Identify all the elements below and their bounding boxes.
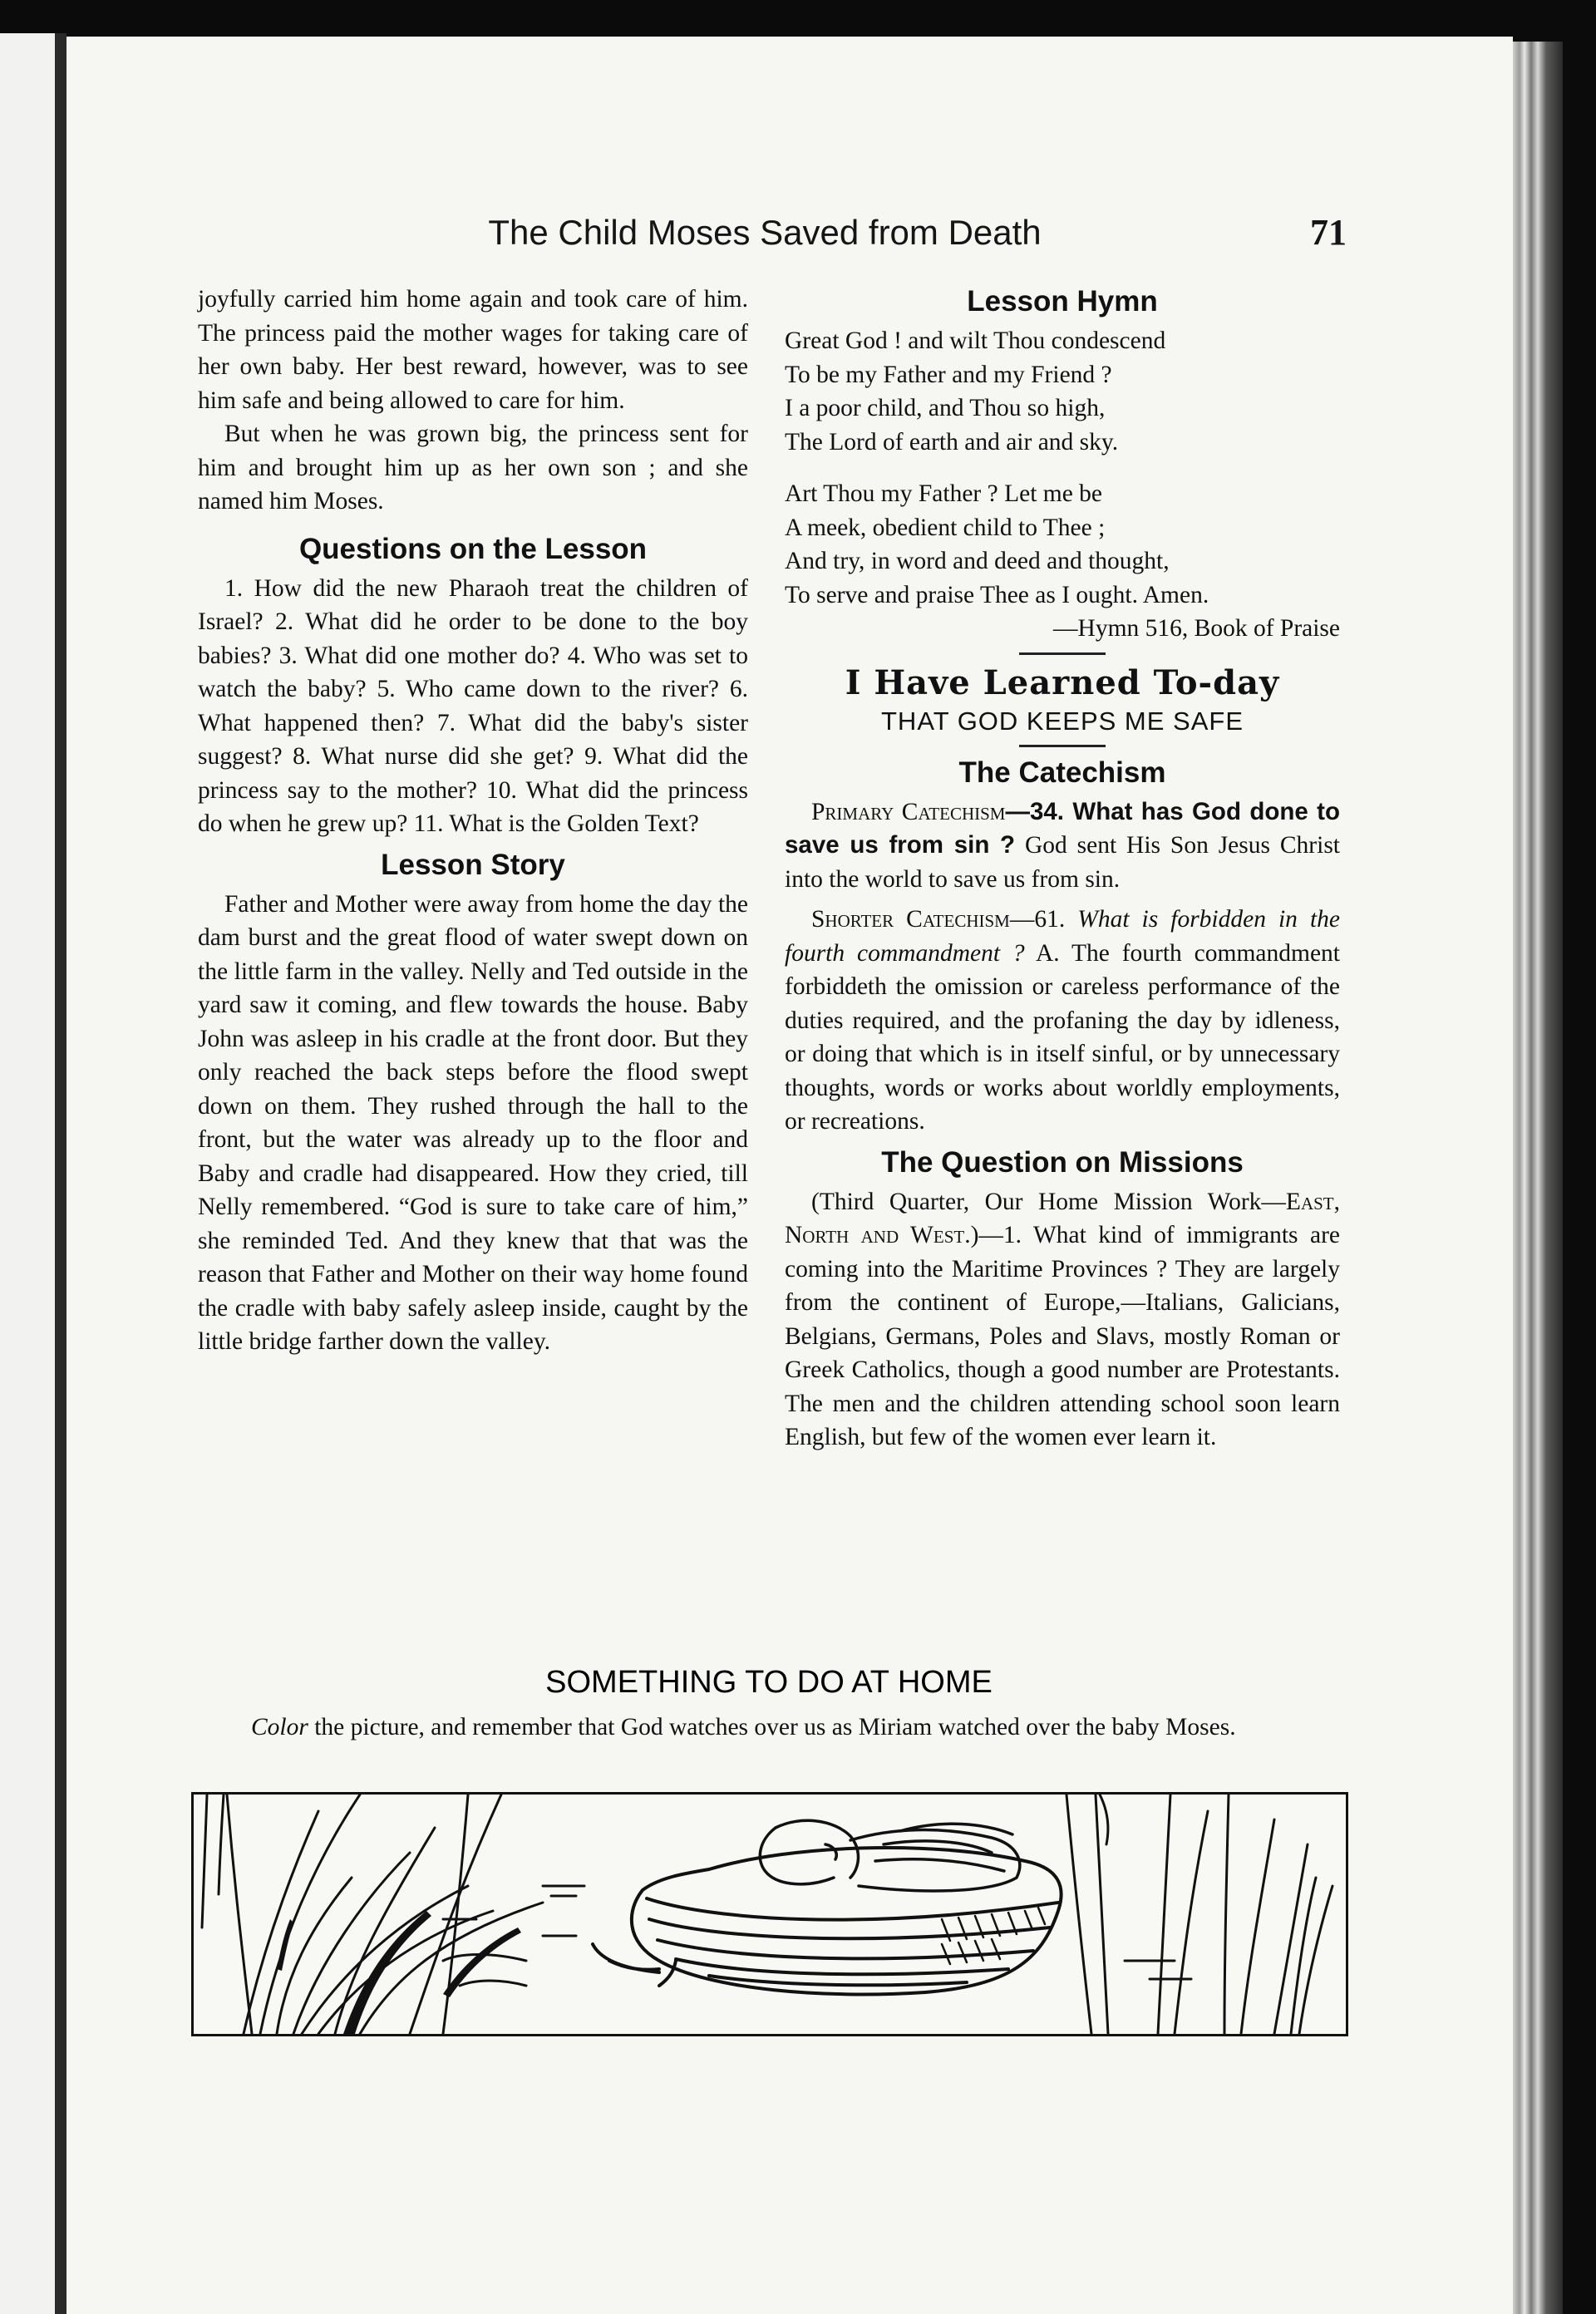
hymn-line: To serve and praise Thee as I ought. Amen. — [785, 581, 1209, 608]
primary-catechism-question: —34. What has God done to save us from sin ? — [785, 797, 1340, 859]
right-reeds — [1066, 1795, 1332, 2034]
hymn-stanza-1 — [785, 324, 1340, 459]
hymn-line: The Lord of earth and air and sky. — [785, 428, 1119, 455]
hymn-line: Art Thou my Father ? Let me be — [785, 480, 1103, 507]
hymn-line: Great God ! and wilt Thou condescend — [785, 327, 1166, 354]
hymn-stanza-2 — [785, 477, 1340, 612]
primary-catechism — [785, 795, 1340, 897]
page-number: 71 — [1310, 212, 1347, 253]
intro-paragraph-2: But when he was grown big, the princess sent for him and brought him up as her own son ; and she named him Moses. — [198, 421, 748, 514]
questions-text: 1. How did the new Pharaoh treat the children of Israel? 2. What did he order to be done to the boy babies? 3. What did one mother do? 4. Who was set to watch the baby? 5. Who came down to the river? 6. What happened then? 7. What did the baby's sister suggest? 8. What nurse did she get? 9. What did the princess say to the mother? 10. What did the princess do when he grew up? 11. What is the Golden Text? — [198, 574, 748, 837]
missions-intro: (Third Quarter, Our Home Mission Work— — [811, 1188, 1286, 1215]
left-column — [198, 283, 748, 1359]
section-divider — [1019, 745, 1106, 747]
missions-heading: The Question on Missions — [881, 1145, 1244, 1179]
hymn-attribution: —Hymn 516, Book of Praise — [1053, 615, 1340, 642]
learned-today-heading: I Have Learned To-day — [845, 662, 1280, 702]
basket — [593, 1848, 1062, 1994]
home-instruction-text: the picture, and remember that God watches over us as Miriam watched over the baby Moses. — [308, 1714, 1236, 1740]
section-divider — [1019, 652, 1106, 655]
hymn-line: A meek, obedient child to Thee ; — [785, 514, 1106, 541]
book-spine-gutter — [55, 33, 66, 2314]
missions-text-block — [785, 1185, 1340, 1455]
shorter-catechism — [785, 903, 1340, 1139]
shorter-catechism-question: What is forbidden in the fourth commandment ? — [785, 906, 1340, 967]
missions-text: —1. What kind of immigrants are coming into the Maritime Provinces ? They are largely from the continent of Europe,—Italians, Galicians, Belgians, Germans, Poles and Slavs, mostly Roman or Greek Catholics, though a good number are Protestants. The men and the children attending school soon learn English, but few of the women ever learn it. — [785, 1222, 1340, 1450]
lesson-story-text: Father and Mother were away from home the day the dam burst and the great flood of water swept down on the little farm in the valley. Nelly and Ted outside in the yard saw it coming, and flew towards the house. Baby John was asleep in his cradle at the front door. But they only reached the back steps before the flood swept down on them. They rushed through the hall to the front, but the water was already up to the floor and Baby and cradle had disappeared. How they cried, till Nelly remembered. “God is sure to take care of him,” she reminded Ted. And they knew that that was the reason that Father and Mother on their way home found the cradle with baby safely asleep inside, caught by the little bridge farther down the valley. — [198, 890, 748, 1355]
shorter-catechism-number: —61. — [1009, 906, 1078, 933]
home-instruction — [198, 1711, 1340, 1745]
running-header-title: The Child Moses Saved from Death — [488, 213, 1042, 252]
hymn-line: I a poor child, and Thou so high, — [785, 395, 1106, 421]
missions-label: East, North and West.) — [785, 1188, 1340, 1248]
shorter-catechism-answer: A. The fourth commandment forbiddeth the omission or careless performance of the duties required, and the profaning the day by idleness, or doing that which is in itself sinful, or by unnecessary thoughts, words or works about worldly employments, or recreations. — [785, 939, 1340, 1135]
primary-catechism-label: Primary Catechism — [811, 798, 1006, 825]
color-word: Color — [251, 1714, 308, 1740]
page-stack-edge — [1513, 42, 1563, 2314]
catechism-heading: The Catechism — [958, 756, 1166, 789]
lesson-hymn-heading: Lesson Hymn — [967, 285, 1158, 318]
primary-catechism-answer: God sent His Son Jesus Christ into the world to save us from sin. — [785, 832, 1340, 893]
questions-heading: Questions on the Lesson — [298, 532, 648, 565]
hymn-line: To be my Father and my Friend ? — [785, 361, 1112, 388]
baby — [760, 1820, 1019, 1891]
coloring-picture — [191, 1792, 1348, 2036]
something-to-do-heading: SOMETHING TO DO AT HOME — [545, 1665, 993, 1700]
baby-moses-basket-illustration — [194, 1795, 1346, 2034]
hymn-line: And try, in word and deed and thought, — [785, 548, 1170, 574]
learned-today-text: THAT GOD KEEPS ME SAFE — [881, 706, 1244, 736]
left-reeds — [202, 1795, 543, 2034]
water-ripples — [443, 1886, 1191, 1986]
intro-paragraph-1: joyfully carried him home again and took care of him. The princess paid the mother wages for taking care of her own baby. Her best reward, however, was to see him safe and being allowed to care for him. — [198, 286, 748, 414]
shorter-catechism-label: Shorter Catechism — [811, 906, 1010, 933]
lesson-story-heading: Lesson Story — [381, 848, 565, 881]
right-column — [785, 283, 1340, 1455]
